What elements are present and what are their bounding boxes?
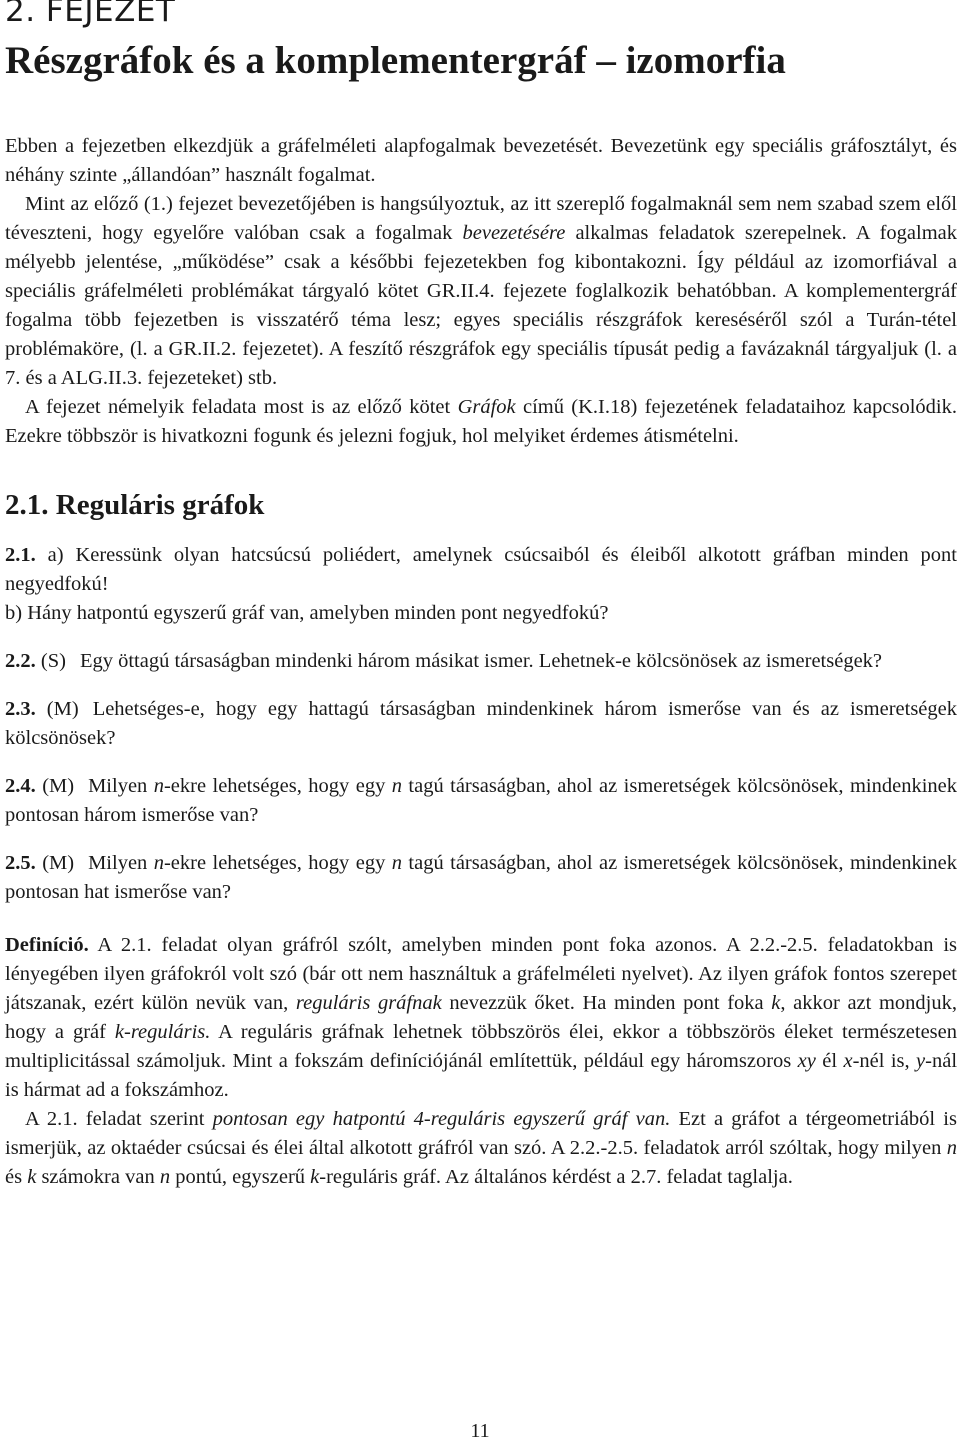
exercise-text-1: Milyen	[88, 775, 154, 797]
final-paragraph	[5, 1105, 957, 1192]
exercise-2-5	[5, 849, 957, 907]
exercise-number: 2.3.	[5, 698, 36, 720]
intro-paragraph-3-book-title: Gráfok	[457, 396, 516, 418]
math-variable-n: n	[391, 775, 402, 797]
math-variable-k: k	[310, 1166, 320, 1188]
document-page	[5, 0, 957, 1192]
exercise-2-3	[5, 695, 957, 753]
intro-paragraph-3-text-b: című (K.I.18) fejezetének feladataihoz kapcsolódik. Ezekre többször is hivatkozni fogunk és jelezni fogjuk, hol melyiket érdemes átismételni.	[5, 396, 957, 447]
final-text-5: pontú, egyszerű	[170, 1166, 311, 1188]
math-variable-n: n	[153, 775, 164, 797]
exercise-text: Egy öttagú társaságban mindenki három másikat ismer. Lehetnek-e kölcsönösek az ismeretségek?	[79, 650, 883, 672]
section-title: 2.1. Reguláris gráfok	[5, 489, 265, 521]
definition-term-k-regular: k-reguláris.	[114, 1021, 211, 1043]
final-emphasis: pontosan egy hatpontú 4-reguláris egyszerű gráf van.	[212, 1108, 671, 1130]
math-variable-n: n	[153, 852, 164, 874]
exercise-tag: (M)	[42, 852, 75, 874]
intro-paragraph-2-emphasis: bevezetésére	[462, 222, 566, 244]
intro-paragraph-3	[5, 393, 957, 451]
exercise-2-4-text	[5, 772, 957, 830]
exercise-number: 2.4.	[5, 775, 36, 797]
chapter-label: 2. FEJEZET	[5, 0, 176, 29]
math-variable-k: k	[771, 992, 781, 1014]
exercise-2-2-text	[5, 647, 957, 676]
definition-label: Definíció.	[5, 934, 89, 956]
definition-text-3: , akkor azt mondjuk, hogy a gráf	[5, 992, 957, 1043]
exercise-2-4	[5, 772, 957, 830]
exercise-2-1	[5, 541, 957, 628]
exercise-2-2	[5, 647, 957, 676]
exercise-2-3-text	[5, 695, 957, 753]
definition-text-4: A reguláris gráfnak lehetnek többszörös élei, ekkor a többszörös éleket természetesen multiplicitással számoljuk. Mint a fokszám definíciójánál említettük, például egy háromszoros	[5, 1021, 957, 1072]
final-text-1: A 2.1. feladat szerint	[25, 1108, 213, 1130]
chapter-title: Részgráfok és a komplementergráf – izomorfia	[5, 39, 786, 82]
definition-term-regular: reguláris gráfnak	[295, 992, 442, 1014]
page-number: 11	[470, 1420, 490, 1442]
exercise-text-2: -ekre lehetséges, hogy egy	[163, 852, 392, 874]
intro-paragraph-3-text-a: A fejezet némelyik feladata most is az előző kötet	[25, 396, 458, 418]
exercise-tag: (S)	[40, 650, 66, 672]
exercise-text-3: tagú társaságban, ahol az ismeretségek kölcsönösek, mindenkinek pontosan három ismerőse van?	[5, 775, 958, 826]
intro-paragraph-2	[5, 190, 957, 393]
definition-text-2: nevezzük őket. Ha minden pont foka	[441, 992, 772, 1014]
exercise-number: 2.1.	[5, 544, 36, 566]
math-variable-n: n	[946, 1137, 957, 1159]
final-text-2: Ezt a gráfot a térgeometriából is ismerjük, az oktaéder csúcsai és élei által alkotott gráfról van szó. A 2.2.-2.5. feladatok arról szóltak, hogy milyen	[5, 1108, 957, 1159]
intro-paragraph-1: Ebben a fejezetben elkezdjük a gráfelméleti alapfogalmak bevezetését. Bevezetünk egy speciális gráfosztályt, és néhány szinte „állandóan” használt fogalmat.	[5, 135, 957, 186]
intro-paragraph-2-text-a: Mint az előző (1.) fejezet bevezetőjében is hangsúlyoztuk, az itt szereplő fogalmaknál sem nem szabad szem elől téveszteni, hogy egyelőre valóban csak a fogalmak	[5, 193, 957, 244]
definition-paragraph	[5, 931, 957, 1105]
exercise-2-1-part-a	[5, 541, 957, 599]
exercise-tag: (M)	[42, 775, 75, 797]
math-variable-x: x	[843, 1050, 853, 1072]
exercise-text: a) Keressünk olyan hatcsúcsú poliédert, amelynek csúcsaiból és éleiből alkotott gráfban minden pont negyedfokú!	[5, 544, 957, 595]
exercise-2-5-text	[5, 849, 957, 907]
math-variable-n: n	[391, 852, 402, 874]
exercise-2-1-part-b: b) Hány hatpontú egyszerű gráf van, amelyben minden pont negyedfokú?	[5, 602, 609, 624]
final-text-6: -reguláris gráf. Az általános kérdést a 2.7. feladat taglalja.	[319, 1166, 793, 1188]
math-variable-xy: xy	[797, 1050, 816, 1072]
math-variable-y: y	[916, 1050, 926, 1072]
math-variable-k: k	[27, 1166, 37, 1188]
definition-text-1: A 2.1. feladat olyan gráfról szólt, amelyben minden pont foka azonos. A 2.2.-2.5. feladatokban is lényegében ilyen gráfokról volt szó (bár ott nem használtuk a gráfelméleti nyelvet). Az ilyen gráfok fontos szerepet játszanak, ezért külön nevük van,	[5, 934, 957, 1014]
definition-text-6: -nél is,	[852, 1050, 917, 1072]
definition-text-5: él	[815, 1050, 844, 1072]
definition-text-7: -nál is hármat ad a fokszámhoz.	[5, 1050, 958, 1101]
final-text-4: számokra van	[36, 1166, 160, 1188]
final-text-3: és	[5, 1166, 28, 1188]
exercise-text-2: -ekre lehetséges, hogy egy	[163, 775, 392, 797]
exercise-tag: (M)	[46, 698, 79, 720]
intro-paragraph-2-text-b: alkalmas feladatok szerepelnek. A fogalmak mélyebb jelentése, „működése” csak a későbbi fejezetekben fog kibontakozni. Így például az izomorfiával a speciális gráfelméleti problémákat tárgyaló kötet GR.II.4. fejezete foglalkozik behatóbban. A komplementergráf fogalma több fejezetben is visszatérő téma lesz; egyes speciális részgráfok kereséséről szól a Turán-tétel problémaköre, (l. a GR.II.2. fejezetet). A feszítő részgráfok egy speciális típusát pedig a favázaknál tárgyaljuk (l. a 7. és a ALG.II.3. fejezeteket) stb.	[5, 222, 957, 389]
exercise-text: Lehetséges-e, hogy egy hattagú társaságban mindenkinek három ismerőse van és az ismeretségek kölcsönösek?	[5, 698, 957, 749]
exercise-text-1: Milyen	[88, 852, 154, 874]
math-variable-n: n	[159, 1166, 171, 1188]
exercise-text-3: tagú társaságban, ahol az ismeretségek kölcsönösek, mindenkinek pontosan hat ismerőse van?	[5, 852, 958, 903]
exercise-number: 2.2.	[5, 650, 36, 672]
exercise-number: 2.5.	[5, 852, 36, 874]
